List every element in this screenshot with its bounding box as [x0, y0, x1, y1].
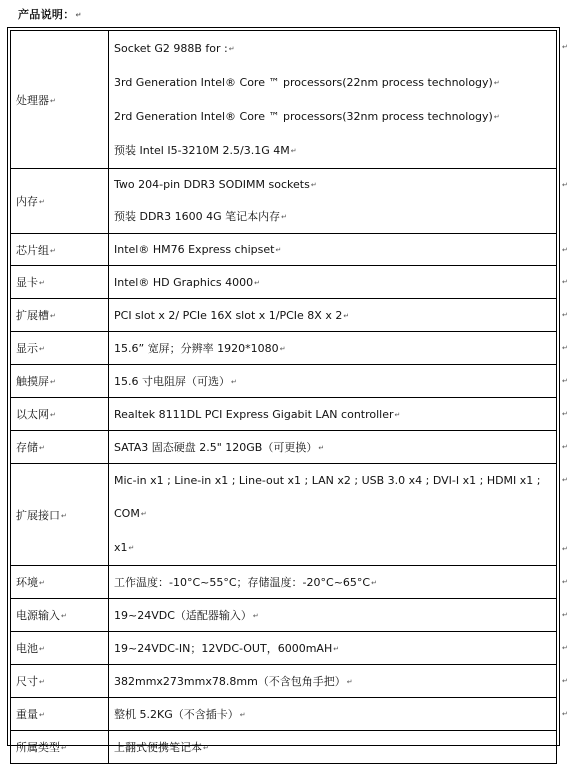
table-row — [11, 332, 557, 365]
paragraph-mark-icon: ↵ — [61, 612, 67, 620]
paragraph-mark-icon: ↵ — [371, 579, 377, 587]
spec-value-line: Two 204-pin DDR3 SODIMM sockets↵ — [114, 178, 317, 191]
spec-label-cell — [11, 299, 109, 332]
paragraph-mark-icon: ↵ — [343, 311, 350, 320]
row-end-mark-icon: ↵ — [562, 42, 568, 51]
spec-label: 内存 — [16, 195, 38, 208]
table-row — [11, 665, 557, 698]
row-end-mark-icon: ↵ — [562, 643, 568, 652]
spec-label: 扩展接口 — [16, 508, 60, 522]
spec-label-cell — [11, 234, 109, 266]
table-row — [11, 599, 557, 632]
spec-label-cell — [11, 266, 109, 299]
paragraph-mark-icon: ↵ — [228, 44, 235, 53]
paragraph-mark-icon: ↵ — [279, 345, 286, 353]
paragraph-mark-icon: ↵ — [333, 645, 340, 653]
spec-label: 重量 — [16, 708, 38, 721]
spec-value-cell — [109, 566, 557, 599]
paragraph-mark-icon: ↵ — [318, 444, 325, 452]
table-row — [11, 299, 557, 332]
paragraph-mark-icon: ↵ — [39, 711, 45, 719]
paragraph-mark-icon: ↵ — [61, 744, 67, 752]
spec-value-cell — [109, 398, 557, 431]
spec-value-cell — [109, 31, 557, 169]
spec-value-line: 19~24VDC（适配器输入）↵ — [114, 609, 259, 622]
paragraph-mark-icon: ↵ — [493, 112, 500, 121]
spec-label: 触摸屏 — [16, 375, 49, 388]
page-title — [18, 6, 82, 22]
paragraph-mark-icon: ↵ — [394, 410, 401, 419]
row-end-mark-icon: ↵ — [562, 475, 568, 484]
spec-value-line: 上翻式便携笔记本↵ — [114, 741, 209, 754]
row-end-mark-icon: ↵ — [562, 610, 568, 619]
paragraph-mark-icon: ↵ — [275, 246, 282, 254]
row-end-mark-icon: ↵ — [562, 376, 568, 385]
spec-label-cell — [11, 731, 109, 764]
spec-value-line: PCI slot x 2/ PCIe 16X slot x 1/PCIe 8X x 2↵ — [114, 308, 350, 322]
paragraph-mark-icon: ↵ — [50, 411, 56, 419]
table-row — [11, 365, 557, 398]
spec-label-cell — [11, 464, 109, 566]
paragraph-mark-icon: ↵ — [61, 511, 67, 520]
paragraph-mark-icon: ↵ — [75, 11, 82, 19]
spec-value-line: 预装 DDR3 1600 4G 笔记本内存↵ — [114, 210, 287, 223]
paragraph-mark-icon: ↵ — [50, 246, 56, 255]
spec-value-line: 预装 Intel I5-3210M 2.5/3.1G 4M↵ — [114, 143, 297, 157]
paragraph-mark-icon: ↵ — [281, 213, 287, 221]
spec-value-line: 15.6 寸电阻屏（可选）↵ — [114, 375, 237, 388]
paragraph-mark-icon: ↵ — [50, 96, 56, 105]
spec-label-cell — [11, 365, 109, 398]
spec-table — [10, 30, 557, 764]
table-row — [11, 632, 557, 665]
paragraph-mark-icon: ↵ — [239, 711, 246, 719]
table-row — [11, 464, 557, 566]
paragraph-mark-icon: ↵ — [140, 510, 147, 518]
paragraph-mark-icon: ↵ — [203, 744, 209, 752]
row-end-mark-icon: ↵ — [562, 180, 568, 189]
spec-label: 以太网 — [16, 408, 49, 421]
spec-value-cell — [109, 299, 557, 332]
spec-label: 电源输入 — [16, 609, 60, 622]
paragraph-mark-icon: ↵ — [231, 378, 237, 386]
paragraph-mark-icon: ↵ — [50, 312, 56, 320]
spec-value-cell — [109, 169, 557, 234]
paragraph-mark-icon: ↵ — [128, 544, 135, 552]
paragraph-mark-icon: ↵ — [254, 278, 261, 287]
table-row — [11, 731, 557, 764]
spec-value-cell — [109, 464, 557, 566]
spec-value-cell — [109, 698, 557, 731]
spec-label-cell — [11, 31, 109, 169]
spec-label: 显卡 — [16, 276, 38, 289]
spec-label: 扩展槽 — [16, 309, 49, 322]
spec-label-cell — [11, 169, 109, 234]
spec-label: 处理器 — [16, 93, 49, 107]
spec-label-cell — [11, 599, 109, 632]
page-title-text: 产品说明： — [18, 8, 75, 21]
paragraph-mark-icon: ↵ — [310, 181, 317, 189]
row-end-mark-icon: ↵ — [562, 709, 568, 718]
row-end-mark-icon: ↵ — [562, 676, 568, 685]
paragraph-mark-icon: ↵ — [39, 444, 45, 452]
table-row — [11, 431, 557, 464]
spec-value-line: Intel® HD Graphics 4000↵ — [114, 275, 261, 289]
row-end-mark-icon: ↵ — [562, 544, 568, 553]
spec-label-cell — [11, 431, 109, 464]
spec-value-cell — [109, 731, 557, 764]
spec-label: 所属类型 — [16, 741, 60, 754]
spec-value-cell — [109, 266, 557, 299]
row-end-mark-icon: ↵ — [562, 245, 568, 254]
spec-value-cell — [109, 365, 557, 398]
spec-value-cell — [109, 332, 557, 365]
spec-value-line: SATA3 固态硬盘 2.5" 120GB（可更换）↵ — [114, 441, 325, 454]
spec-label-cell — [11, 398, 109, 431]
spec-value-line: Socket G2 988B for :↵ — [114, 41, 235, 55]
row-end-mark-icon: ↵ — [562, 310, 568, 319]
table-row — [11, 234, 557, 266]
paragraph-mark-icon: ↵ — [39, 345, 45, 353]
paragraph-mark-icon: ↵ — [493, 78, 500, 87]
spec-value-cell — [109, 665, 557, 698]
table-row — [11, 698, 557, 731]
spec-value-line: x1↵ — [114, 541, 135, 554]
paragraph-mark-icon: ↵ — [39, 678, 45, 686]
paragraph-mark-icon: ↵ — [39, 279, 45, 287]
spec-value-line: Intel® HM76 Express chipset↵ — [114, 243, 282, 256]
spec-label-cell — [11, 698, 109, 731]
spec-label: 芯片组 — [16, 243, 49, 257]
spec-value-line: 382mmx273mmx78.8mm（不含包角手把）↵ — [114, 675, 353, 688]
spec-label-cell — [11, 332, 109, 365]
spec-value-cell — [109, 599, 557, 632]
spec-label-cell — [11, 632, 109, 665]
spec-label-cell — [11, 665, 109, 698]
spec-label: 显示 — [16, 342, 38, 355]
table-row — [11, 266, 557, 299]
row-end-mark-icon: ↵ — [562, 409, 568, 418]
table-row — [11, 566, 557, 599]
paragraph-mark-icon: ↵ — [290, 146, 297, 155]
spec-value-cell — [109, 431, 557, 464]
table-row — [11, 31, 557, 169]
spec-label: 尺寸 — [16, 675, 38, 688]
spec-value-line: 19~24VDC-IN；12VDC-OUT，6000mAH↵ — [114, 642, 340, 655]
spec-value-line: 15.6” 宽屏；分辨率 1920*1080↵ — [114, 342, 286, 355]
spec-value-line: 整机 5.2KG（不含插卡）↵ — [114, 708, 246, 721]
spec-label: 存储 — [16, 441, 38, 454]
spec-label: 环境 — [16, 576, 38, 589]
row-end-mark-icon: ↵ — [562, 442, 568, 451]
spec-value-line: 2rd Generation Intel® Core ™ processors(32nm process technology)↵ — [114, 109, 500, 123]
table-row — [11, 169, 557, 234]
paragraph-mark-icon: ↵ — [39, 579, 45, 587]
paragraph-mark-icon: ↵ — [50, 378, 56, 386]
paragraph-mark-icon: ↵ — [252, 612, 259, 620]
spec-value-line: Realtek 8111DL PCI Express Gigabit LAN controller↵ — [114, 407, 401, 421]
table-row — [11, 398, 557, 431]
spec-label-cell — [11, 566, 109, 599]
spec-value-line: 3rd Generation Intel® Core ™ processors(22nm process technology)↵ — [114, 75, 500, 89]
spec-value-line: Mic-in x1 ; Line-in x1 ; Line-out x1 ; LAN x2 ; USB 3.0 x4 ; DVI-I x1 ; HDMI x1 ; COM↵ — [114, 474, 541, 520]
row-end-mark-icon: ↵ — [562, 577, 568, 586]
row-end-mark-icon: ↵ — [562, 343, 568, 352]
spec-value-cell — [109, 234, 557, 266]
paragraph-mark-icon: ↵ — [346, 678, 353, 686]
paragraph-mark-icon: ↵ — [39, 645, 45, 653]
spec-label: 电池 — [16, 642, 38, 655]
paragraph-mark-icon: ↵ — [39, 198, 45, 206]
spec-value-line: 工作温度：-10°C~55°C；存储温度：-20°C~65°C↵ — [114, 576, 377, 589]
row-end-mark-icon: ↵ — [562, 277, 568, 286]
spec-value-cell — [109, 632, 557, 665]
